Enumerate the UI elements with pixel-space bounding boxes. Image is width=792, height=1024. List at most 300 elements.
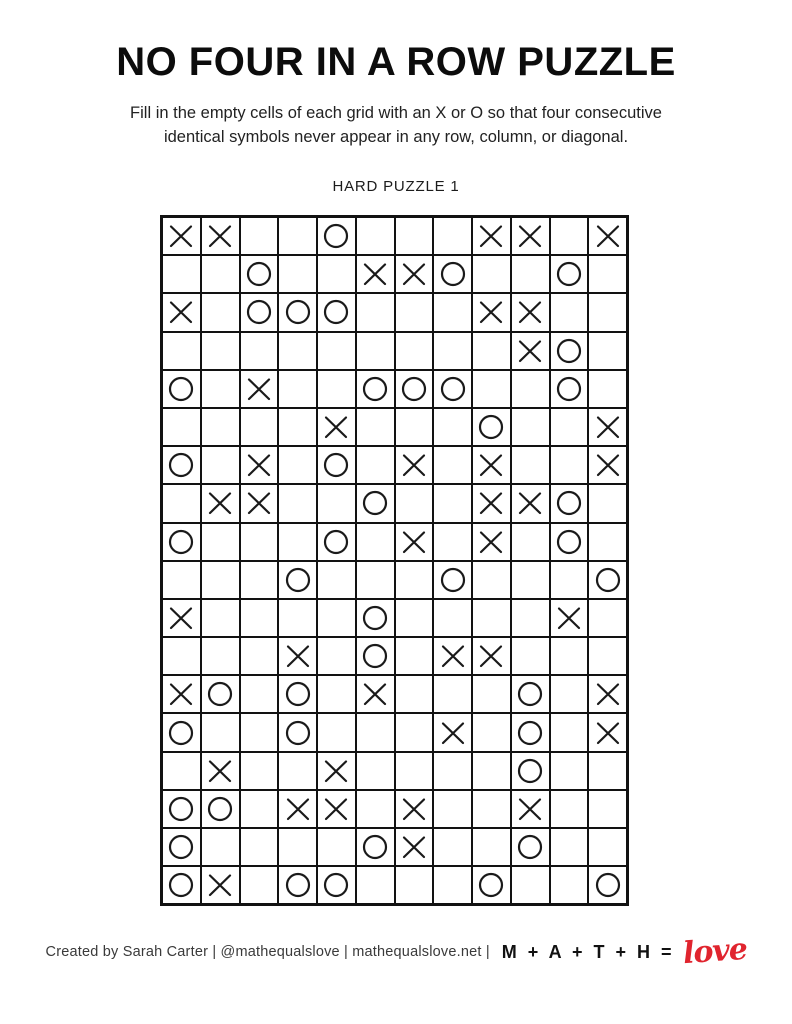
x-symbol-icon: [556, 605, 582, 631]
grid-cell[interactable]: [356, 332, 395, 370]
x-symbol-icon: [246, 490, 272, 516]
grid-cell[interactable]: [201, 370, 240, 408]
grid-cell[interactable]: [356, 866, 395, 904]
x-symbol-icon: [207, 490, 233, 516]
x-symbol-icon: [595, 414, 621, 440]
grid-cell[interactable]: [278, 828, 317, 866]
grid-cell[interactable]: [278, 217, 317, 255]
grid-cell: [162, 446, 201, 484]
grid-cell[interactable]: [433, 293, 472, 331]
grid-cell[interactable]: [395, 675, 434, 713]
o-symbol-icon: [440, 261, 466, 287]
x-symbol-icon: [168, 605, 194, 631]
grid-cell[interactable]: [433, 866, 472, 904]
o-symbol-icon: [362, 376, 388, 402]
x-symbol-icon: [401, 796, 427, 822]
grid-cell: [511, 675, 550, 713]
grid-cell: [356, 599, 395, 637]
grid-cell: [201, 675, 240, 713]
grid-cell: [356, 255, 395, 293]
o-symbol-icon: [168, 834, 194, 860]
grid-cell[interactable]: [395, 332, 434, 370]
grid-cell: [395, 446, 434, 484]
o-symbol-icon: [285, 299, 311, 325]
grid-cell[interactable]: [278, 599, 317, 637]
grid-cell: [472, 293, 511, 331]
grid-cell: [395, 255, 434, 293]
grid-cell[interactable]: [472, 599, 511, 637]
grid-cell: [356, 484, 395, 522]
o-symbol-icon: [517, 834, 543, 860]
grid-cell[interactable]: [317, 637, 356, 675]
grid-cell[interactable]: [588, 828, 627, 866]
grid-cell[interactable]: [395, 408, 434, 446]
grid-cell: [317, 293, 356, 331]
grid-cell[interactable]: [201, 255, 240, 293]
grid-cell[interactable]: [395, 599, 434, 637]
grid-cell[interactable]: [395, 752, 434, 790]
x-symbol-icon: [517, 223, 543, 249]
x-symbol-icon: [401, 261, 427, 287]
grid-cell[interactable]: [201, 713, 240, 751]
grid-cell: [472, 446, 511, 484]
footer-credit: Created by Sarah Carter | @mathequalslove | mathequalslove.net |: [45, 944, 490, 960]
grid-cell[interactable]: [433, 828, 472, 866]
x-symbol-icon: [285, 643, 311, 669]
o-symbol-icon: [285, 681, 311, 707]
o-symbol-icon: [517, 720, 543, 746]
grid-cell[interactable]: [162, 484, 201, 522]
grid-cell: [550, 484, 589, 522]
x-symbol-icon: [207, 223, 233, 249]
grid-cell: [588, 408, 627, 446]
grid-cell[interactable]: [317, 255, 356, 293]
grid-cell[interactable]: [472, 790, 511, 828]
grid-cell: [356, 370, 395, 408]
grid-cell[interactable]: [278, 255, 317, 293]
grid-cell[interactable]: [201, 637, 240, 675]
x-symbol-icon: [285, 796, 311, 822]
grid-cell: [240, 484, 279, 522]
o-symbol-icon: [246, 299, 272, 325]
o-symbol-icon: [401, 376, 427, 402]
grid-cell[interactable]: [433, 332, 472, 370]
grid-cell[interactable]: [356, 790, 395, 828]
grid-cell[interactable]: [588, 293, 627, 331]
grid-cell[interactable]: [433, 523, 472, 561]
x-symbol-icon: [478, 223, 504, 249]
grid-cell[interactable]: [201, 446, 240, 484]
grid-cell[interactable]: [588, 637, 627, 675]
grid-cell[interactable]: [240, 713, 279, 751]
grid-cell[interactable]: [588, 752, 627, 790]
grid-cell[interactable]: [356, 523, 395, 561]
o-symbol-icon: [323, 223, 349, 249]
x-symbol-icon: [440, 720, 466, 746]
grid-cell: [395, 523, 434, 561]
grid-cell: [162, 599, 201, 637]
grid-cell[interactable]: [588, 523, 627, 561]
grid-cell: [550, 370, 589, 408]
grid-cell: [472, 866, 511, 904]
x-symbol-icon: [246, 376, 272, 402]
grid-cell: [317, 866, 356, 904]
grid-cell[interactable]: [278, 446, 317, 484]
o-symbol-icon: [517, 681, 543, 707]
grid-cell: [317, 408, 356, 446]
x-symbol-icon: [478, 490, 504, 516]
grid-cell: [240, 255, 279, 293]
grid-cell[interactable]: [240, 675, 279, 713]
grid-cell[interactable]: [278, 523, 317, 561]
grid-cell[interactable]: [317, 370, 356, 408]
grid-cell: [433, 370, 472, 408]
o-symbol-icon: [207, 796, 233, 822]
x-symbol-icon: [362, 681, 388, 707]
x-symbol-icon: [401, 834, 427, 860]
grid-cell: [162, 523, 201, 561]
grid-cell[interactable]: [550, 790, 589, 828]
o-symbol-icon: [556, 261, 582, 287]
grid-cell[interactable]: [162, 408, 201, 446]
grid-cell: [317, 752, 356, 790]
x-symbol-icon: [401, 529, 427, 555]
grid-cell[interactable]: [433, 675, 472, 713]
o-symbol-icon: [285, 872, 311, 898]
grid-cell: [356, 828, 395, 866]
grid-cell[interactable]: [395, 561, 434, 599]
o-symbol-icon: [168, 452, 194, 478]
x-symbol-icon: [362, 261, 388, 287]
x-symbol-icon: [478, 452, 504, 478]
grid-cell[interactable]: [511, 408, 550, 446]
grid-cell[interactable]: [433, 752, 472, 790]
x-symbol-icon: [517, 796, 543, 822]
x-symbol-icon: [323, 796, 349, 822]
grid-cell: [240, 370, 279, 408]
grid-cell[interactable]: [240, 523, 279, 561]
grid-cell[interactable]: [511, 255, 550, 293]
grid-cell: [395, 370, 434, 408]
grid-cell[interactable]: [240, 599, 279, 637]
grid-cell[interactable]: [201, 561, 240, 599]
x-symbol-icon: [478, 299, 504, 325]
instructions: [0, 102, 792, 150]
grid-cell[interactable]: [240, 217, 279, 255]
grid-cell[interactable]: [395, 293, 434, 331]
grid-cell: [201, 866, 240, 904]
o-symbol-icon: [595, 872, 621, 898]
grid-cell[interactable]: [433, 217, 472, 255]
grid-cell[interactable]: [201, 332, 240, 370]
grid-cell[interactable]: [472, 752, 511, 790]
grid-cell[interactable]: [240, 828, 279, 866]
grid-cell: [201, 217, 240, 255]
grid-cell[interactable]: [240, 637, 279, 675]
o-symbol-icon: [440, 376, 466, 402]
puzzle-grid: [160, 215, 629, 906]
grid-cell[interactable]: [317, 599, 356, 637]
x-symbol-icon: [168, 681, 194, 707]
grid-cell[interactable]: [588, 332, 627, 370]
grid-cell: [472, 523, 511, 561]
grid-cell[interactable]: [550, 675, 589, 713]
grid-cell[interactable]: [278, 408, 317, 446]
grid-cell[interactable]: [550, 828, 589, 866]
grid-cell[interactable]: [240, 866, 279, 904]
grid-cell: [588, 217, 627, 255]
grid-cell: [511, 828, 550, 866]
grid-cell[interactable]: [472, 713, 511, 751]
x-symbol-icon: [517, 299, 543, 325]
grid-cell: [395, 828, 434, 866]
grid-cell[interactable]: [395, 637, 434, 675]
grid-cell[interactable]: [317, 332, 356, 370]
brand-math-text: M + A + T + H =: [501, 941, 675, 962]
grid-cell: [472, 484, 511, 522]
grid-cell[interactable]: [395, 713, 434, 751]
grid-cell: [278, 637, 317, 675]
grid-cell[interactable]: [201, 408, 240, 446]
x-symbol-icon: [595, 681, 621, 707]
grid-cell[interactable]: [162, 752, 201, 790]
o-symbol-icon: [168, 872, 194, 898]
grid-cell[interactable]: [550, 408, 589, 446]
x-symbol-icon: [595, 223, 621, 249]
grid-cell[interactable]: [550, 293, 589, 331]
grid-cell[interactable]: [433, 446, 472, 484]
grid-cell[interactable]: [162, 255, 201, 293]
grid-cell: [511, 293, 550, 331]
grid-cell[interactable]: [240, 332, 279, 370]
grid-cell[interactable]: [550, 217, 589, 255]
x-symbol-icon: [440, 643, 466, 669]
grid-cell[interactable]: [278, 332, 317, 370]
grid-cell: [162, 217, 201, 255]
grid-cell[interactable]: [550, 713, 589, 751]
o-symbol-icon: [323, 529, 349, 555]
o-symbol-icon: [246, 261, 272, 287]
grid-cell: [162, 713, 201, 751]
grid-cell: [240, 446, 279, 484]
brand-logo: [501, 931, 748, 972]
grid-cell: [162, 293, 201, 331]
grid-cell: [550, 332, 589, 370]
grid-cell: [433, 637, 472, 675]
grid-cell[interactable]: [240, 790, 279, 828]
grid-cell: [201, 752, 240, 790]
o-symbol-icon: [517, 758, 543, 784]
o-symbol-icon: [207, 681, 233, 707]
grid-cell: [511, 790, 550, 828]
grid-cell: [162, 828, 201, 866]
grid-cell[interactable]: [511, 561, 550, 599]
grid-cell[interactable]: [472, 828, 511, 866]
grid-cell: [162, 790, 201, 828]
x-symbol-icon: [517, 490, 543, 516]
grid-cell: [511, 484, 550, 522]
instructions-line-1: Fill in the empty cells of each grid with an X or O so that four consecutive: [130, 104, 662, 122]
instructions-line-2: identical symbols never appear in any row, column, or diagonal.: [163, 127, 629, 146]
grid-cell: [550, 523, 589, 561]
grid-cell[interactable]: [356, 446, 395, 484]
o-symbol-icon: [556, 490, 582, 516]
grid-cell: [278, 713, 317, 751]
x-symbol-icon: [478, 643, 504, 669]
grid-cell[interactable]: [511, 446, 550, 484]
grid-cell[interactable]: [162, 561, 201, 599]
grid-cell[interactable]: [588, 790, 627, 828]
x-symbol-icon: [595, 720, 621, 746]
o-symbol-icon: [168, 529, 194, 555]
grid-cell[interactable]: [240, 408, 279, 446]
grid-cell: [472, 637, 511, 675]
grid-cell[interactable]: [550, 866, 589, 904]
grid-cell: [588, 675, 627, 713]
grid-cell[interactable]: [472, 370, 511, 408]
grid-cell[interactable]: [356, 561, 395, 599]
grid-cell: [511, 752, 550, 790]
grid-cell: [162, 866, 201, 904]
grid-cell[interactable]: [395, 217, 434, 255]
o-symbol-icon: [556, 529, 582, 555]
grid-cell[interactable]: [511, 599, 550, 637]
x-symbol-icon: [323, 758, 349, 784]
o-symbol-icon: [362, 490, 388, 516]
grid-cell[interactable]: [201, 523, 240, 561]
grid-cell: [278, 675, 317, 713]
grid-cell: [395, 790, 434, 828]
o-symbol-icon: [323, 872, 349, 898]
grid-cell[interactable]: [550, 446, 589, 484]
grid-cell: [317, 523, 356, 561]
grid-cell[interactable]: [511, 866, 550, 904]
grid-cell: [588, 446, 627, 484]
grid-cell[interactable]: [317, 484, 356, 522]
grid-cell[interactable]: [201, 599, 240, 637]
grid-cell[interactable]: [356, 293, 395, 331]
grid-cell: [201, 790, 240, 828]
o-symbol-icon: [556, 376, 582, 402]
grid-cell[interactable]: [588, 599, 627, 637]
o-symbol-icon: [323, 299, 349, 325]
grid-cell[interactable]: [317, 675, 356, 713]
x-symbol-icon: [168, 223, 194, 249]
x-symbol-icon: [517, 338, 543, 364]
grid-cell: [588, 866, 627, 904]
grid-cell[interactable]: [317, 713, 356, 751]
grid-cell: [201, 484, 240, 522]
grid-cell: [588, 713, 627, 751]
grid-cell[interactable]: [356, 217, 395, 255]
x-symbol-icon: [207, 758, 233, 784]
grid-cell[interactable]: [433, 599, 472, 637]
o-symbol-icon: [362, 834, 388, 860]
page-title: NO FOUR IN A ROW PUZZLE: [116, 40, 676, 84]
grid-cell[interactable]: [201, 293, 240, 331]
grid-cell[interactable]: [201, 828, 240, 866]
o-symbol-icon: [440, 567, 466, 593]
grid-cell[interactable]: [550, 752, 589, 790]
grid-cell: [511, 713, 550, 751]
grid-cell: [511, 217, 550, 255]
grid-cell: [317, 446, 356, 484]
grid-cell[interactable]: [395, 484, 434, 522]
o-symbol-icon: [285, 567, 311, 593]
grid-cell[interactable]: [433, 408, 472, 446]
grid-cell: [240, 293, 279, 331]
o-symbol-icon: [478, 414, 504, 440]
grid-cell[interactable]: [511, 523, 550, 561]
grid-cell: [550, 599, 589, 637]
grid-cell: [278, 866, 317, 904]
x-symbol-icon: [168, 299, 194, 325]
o-symbol-icon: [323, 452, 349, 478]
x-symbol-icon: [246, 452, 272, 478]
grid-cell: [433, 255, 472, 293]
grid-cell[interactable]: [395, 866, 434, 904]
grid-cell[interactable]: [588, 255, 627, 293]
grid-cell[interactable]: [278, 752, 317, 790]
grid-cell[interactable]: [278, 484, 317, 522]
grid-cell[interactable]: [433, 484, 472, 522]
o-symbol-icon: [362, 605, 388, 631]
grid-cell[interactable]: [240, 561, 279, 599]
o-symbol-icon: [595, 567, 621, 593]
grid-cell[interactable]: [240, 752, 279, 790]
grid-cell[interactable]: [278, 370, 317, 408]
grid-cell[interactable]: [588, 370, 627, 408]
puzzle-label: HARD PUZZLE 1: [332, 178, 460, 195]
grid-cell[interactable]: [472, 332, 511, 370]
grid-cell[interactable]: [356, 713, 395, 751]
grid-cell[interactable]: [317, 561, 356, 599]
grid-cell[interactable]: [317, 828, 356, 866]
grid-cell: [278, 561, 317, 599]
x-symbol-icon: [207, 872, 233, 898]
grid-cell: [278, 790, 317, 828]
grid-cell[interactable]: [356, 752, 395, 790]
grid-cell[interactable]: [472, 675, 511, 713]
o-symbol-icon: [362, 643, 388, 669]
x-symbol-icon: [478, 529, 504, 555]
o-symbol-icon: [478, 872, 504, 898]
grid-cell[interactable]: [511, 370, 550, 408]
grid-cell[interactable]: [511, 637, 550, 675]
grid-cell: [511, 332, 550, 370]
grid-cell[interactable]: [472, 255, 511, 293]
grid-cell[interactable]: [162, 637, 201, 675]
grid-cell: [317, 217, 356, 255]
grid-cell[interactable]: [472, 561, 511, 599]
x-symbol-icon: [595, 452, 621, 478]
grid-cell[interactable]: [588, 484, 627, 522]
footer: [0, 930, 792, 974]
grid-cell: [162, 370, 201, 408]
grid-cell[interactable]: [162, 332, 201, 370]
grid-cell: [588, 561, 627, 599]
grid-cell[interactable]: [356, 408, 395, 446]
grid-cell: [433, 713, 472, 751]
grid-cell: [356, 675, 395, 713]
o-symbol-icon: [168, 720, 194, 746]
grid-cell: [433, 561, 472, 599]
grid-cell[interactable]: [550, 637, 589, 675]
grid-cell[interactable]: [433, 790, 472, 828]
o-symbol-icon: [168, 796, 194, 822]
grid-cell: [162, 675, 201, 713]
grid-cell[interactable]: [550, 561, 589, 599]
